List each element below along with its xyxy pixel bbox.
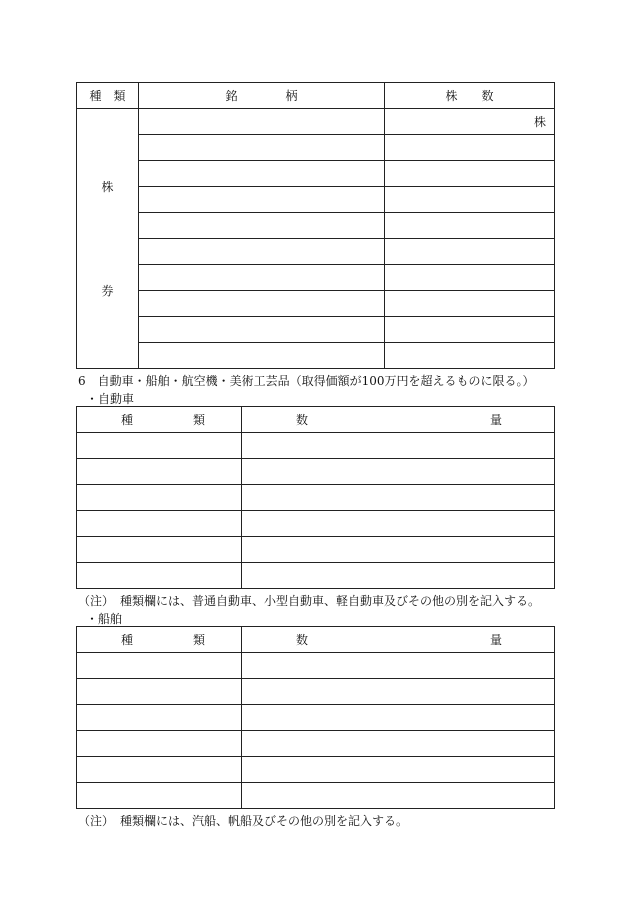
stocks-name-cell[interactable]: [139, 239, 385, 265]
stocks-count-cell[interactable]: [385, 213, 555, 239]
stocks-count-cell[interactable]: [385, 265, 555, 291]
table-row: [77, 705, 555, 731]
cars-header-row: [77, 407, 555, 433]
table-row: [77, 161, 555, 187]
table-row: [77, 291, 555, 317]
table-row: [77, 679, 555, 705]
cars-kind-cell[interactable]: [77, 485, 242, 511]
stocks-name-cell[interactable]: [139, 343, 385, 369]
table-row: [77, 187, 555, 213]
ships-header-quantity-char-1: 数: [296, 632, 309, 647]
ships-subtitle: ・船舶: [86, 612, 123, 626]
cars-kind-cell[interactable]: [77, 459, 242, 485]
table-row: [77, 511, 555, 537]
table-row: [77, 317, 555, 343]
ships-quantity-cell[interactable]: [242, 731, 555, 757]
stocks-name-cell[interactable]: [139, 109, 385, 135]
ships-quantity-cell[interactable]: [242, 653, 555, 679]
table-row: [77, 731, 555, 757]
stocks-name-cell[interactable]: [139, 265, 385, 291]
ships-note: （注） 種類欄には、汽船、帆船及びその他の別を記入する。: [78, 814, 409, 828]
ships-kind-cell[interactable]: [77, 731, 242, 757]
cars-quantity-cell[interactable]: [242, 511, 555, 537]
stocks-name-cell[interactable]: [139, 135, 385, 161]
ships-table: [76, 626, 555, 809]
ships-header-row: [77, 627, 555, 653]
ships-kind-cell[interactable]: [77, 757, 242, 783]
cars-kind-cell[interactable]: [77, 537, 242, 563]
cars-header-quantity-char-1: 数: [296, 412, 309, 427]
ships-kind-cell[interactable]: [77, 653, 242, 679]
ships-quantity-cell[interactable]: [242, 757, 555, 783]
table-row: [77, 537, 555, 563]
stocks-count-cell[interactable]: 株: [385, 109, 555, 135]
ships-header-kind: [77, 627, 242, 653]
ships-header-quantity: [242, 627, 555, 653]
stocks-name-cell[interactable]: [139, 291, 385, 317]
ships-kind-cell[interactable]: [77, 679, 242, 705]
stocks-count-cell[interactable]: [385, 135, 555, 161]
table-row: [77, 757, 555, 783]
stocks-name-cell[interactable]: [139, 317, 385, 343]
cars-kind-cell[interactable]: [77, 511, 242, 537]
ships-quantity-cell[interactable]: [242, 783, 555, 809]
ships-quantity-cell[interactable]: [242, 705, 555, 731]
ships-kind-cell[interactable]: [77, 783, 242, 809]
stocks-header-name: 銘 柄: [139, 83, 385, 109]
stocks-kind-char-2: 券: [101, 284, 114, 298]
stocks-table: [76, 82, 555, 369]
stocks-kind-cell: [77, 109, 139, 369]
table-row: [77, 239, 555, 265]
section6-title: 6 自動車・船舶・航空機・美術工芸品（取得価額が100万円を超えるものに限る。）: [78, 374, 535, 388]
table-row: [77, 433, 555, 459]
table-row: [77, 265, 555, 291]
cars-quantity-cell[interactable]: [242, 563, 555, 589]
stocks-count-cell[interactable]: [385, 343, 555, 369]
table-row: [77, 213, 555, 239]
stocks-count-cell[interactable]: [385, 317, 555, 343]
stocks-name-cell[interactable]: [139, 213, 385, 239]
cars-note: （注） 種類欄には、普通自動車、小型自動車、軽自動車及びその他の別を記入する。: [78, 594, 541, 608]
table-row: [77, 459, 555, 485]
cars-quantity-cell[interactable]: [242, 459, 555, 485]
cars-header-kind-char-2: 類: [192, 412, 205, 427]
table-row: [77, 109, 555, 135]
table-row: [77, 783, 555, 809]
ships-kind-cell[interactable]: [77, 705, 242, 731]
stocks-name-cell[interactable]: [139, 161, 385, 187]
table-row: [77, 343, 555, 369]
ships-header-quantity-char-2: 量: [489, 632, 502, 647]
table-row: [77, 653, 555, 679]
stocks-kind-char-1: 株: [101, 180, 114, 194]
cars-quantity-cell[interactable]: [242, 433, 555, 459]
stocks-count-cell[interactable]: [385, 161, 555, 187]
stocks-count-cell[interactable]: [385, 239, 555, 265]
stocks-name-cell[interactable]: [139, 187, 385, 213]
cars-header-quantity: [242, 407, 555, 433]
stocks-header-row: [77, 83, 555, 109]
stocks-header-count: 株 数: [385, 83, 555, 109]
cars-subtitle: ・自動車: [86, 392, 135, 406]
cars-header-kind-char-1: 種: [121, 412, 134, 427]
cars-header-kind: [77, 407, 242, 433]
ships-quantity-cell[interactable]: [242, 679, 555, 705]
stocks-count-cell[interactable]: [385, 291, 555, 317]
table-row: [77, 135, 555, 161]
stocks-header-kind: 種 類: [77, 83, 139, 109]
cars-header-quantity-char-2: 量: [489, 412, 502, 427]
ships-header-kind-char-1: 種: [121, 632, 134, 647]
cars-kind-cell[interactable]: [77, 563, 242, 589]
table-row: [77, 563, 555, 589]
cars-kind-cell[interactable]: [77, 433, 242, 459]
cars-table: [76, 406, 555, 589]
cars-quantity-cell[interactable]: [242, 537, 555, 563]
cars-quantity-cell[interactable]: [242, 485, 555, 511]
stocks-count-cell[interactable]: [385, 187, 555, 213]
table-row: [77, 485, 555, 511]
ships-header-kind-char-2: 類: [192, 632, 205, 647]
